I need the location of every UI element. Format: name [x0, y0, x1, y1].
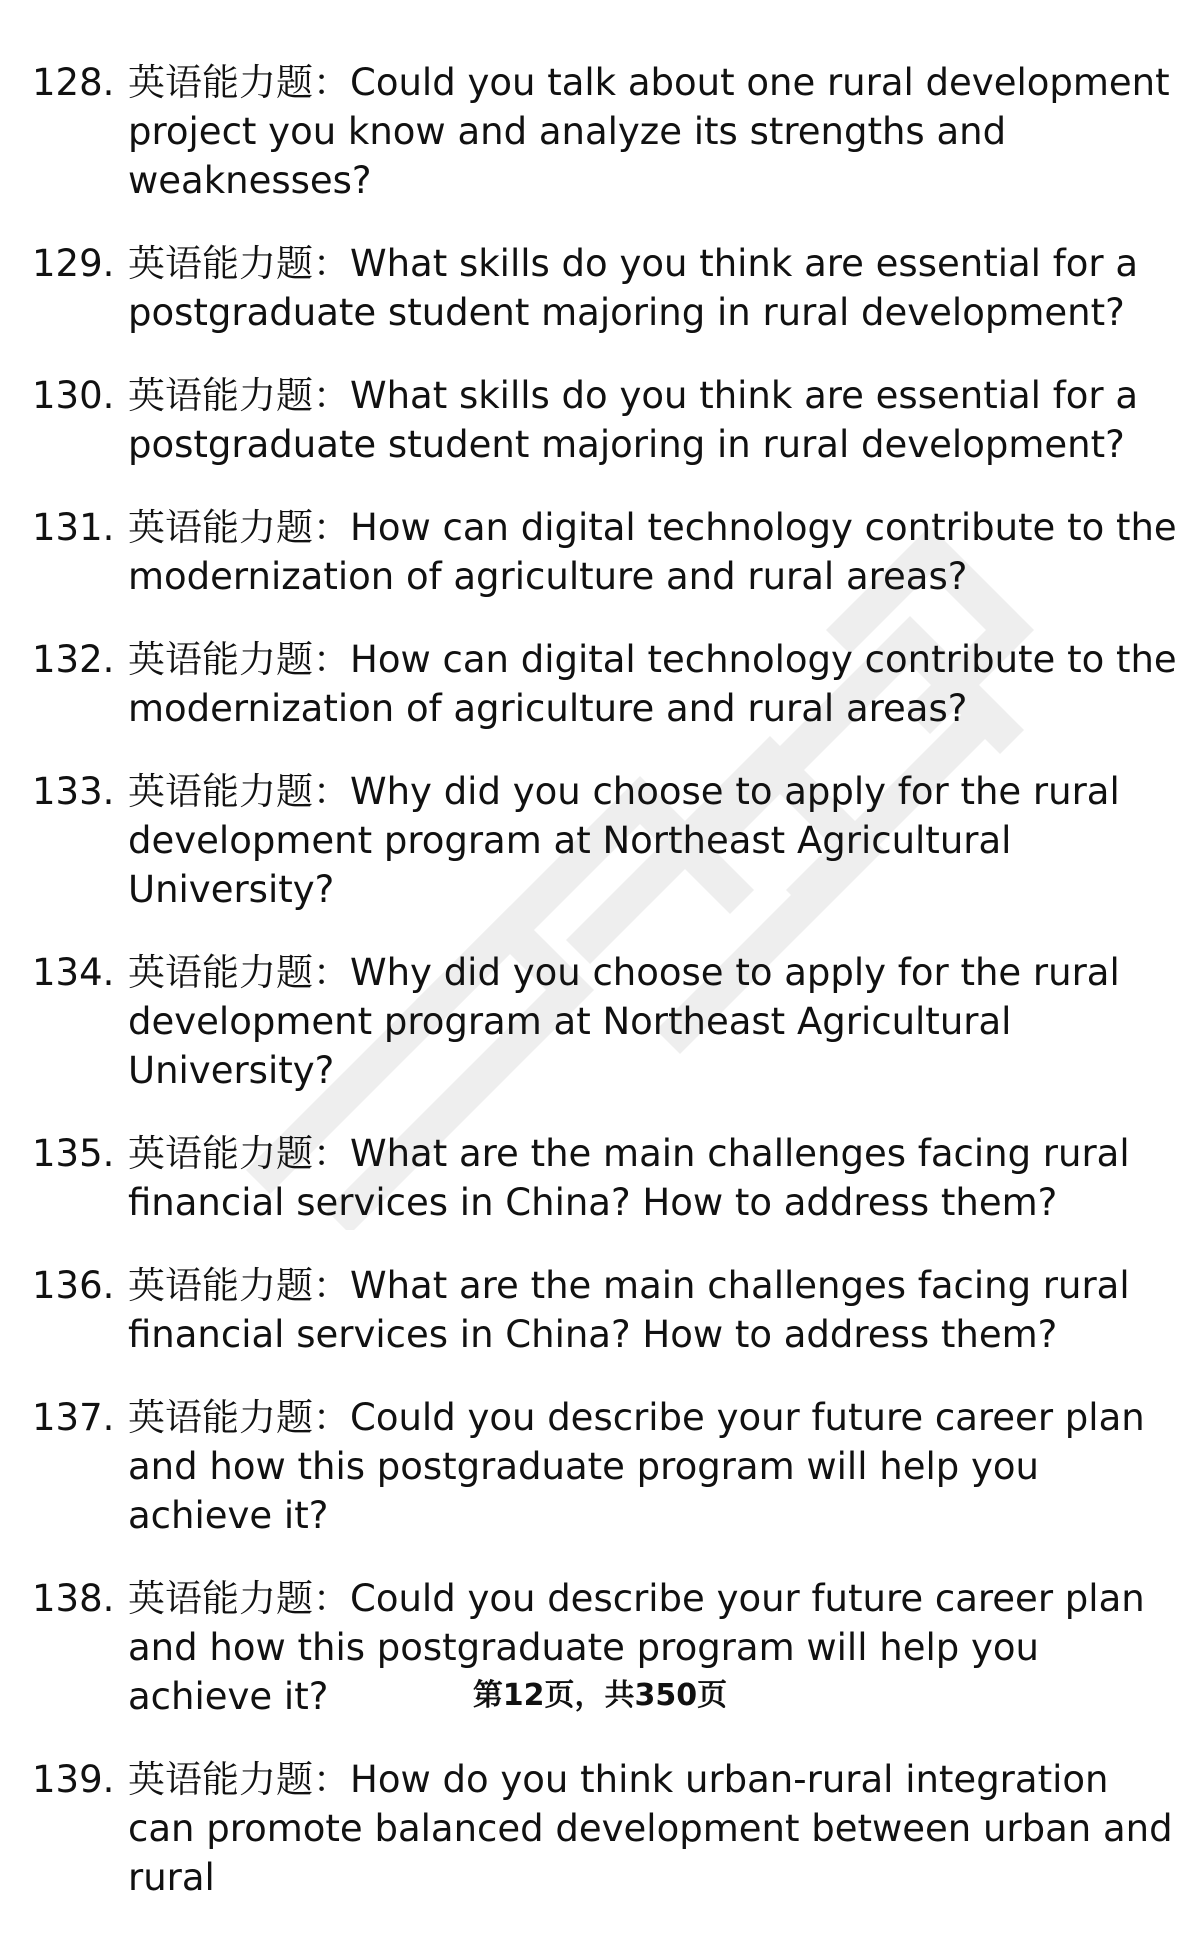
question-text: How can digital technology contribute to the modernization of agriculture and rural areas? [128, 638, 1177, 730]
question-number: 135. [32, 1132, 115, 1175]
question-item [0, 767, 1200, 914]
question-text: What are the main challenges facing rural financial services in China? How to address them? [128, 1132, 1130, 1224]
question-number: 138. [32, 1577, 115, 1620]
page-footer: 第12页，共350页 [472, 1678, 728, 1713]
question-text: Could you describe your future career plan and how this postgraduate program will help you achieve it? [128, 1577, 1145, 1718]
question-item [0, 635, 1200, 733]
question-number: 131. [32, 506, 115, 549]
question-text: How do you think urban-rural integration can promote balanced development between urban and rural [128, 1758, 1173, 1899]
question-category: 英语能力题： [128, 951, 350, 994]
question-text: What skills do you think are essential for a postgraduate student majoring in rural development? [128, 242, 1139, 334]
question-category: 英语能力题： [128, 374, 350, 417]
question-category: 英语能力题： [128, 1132, 350, 1175]
question-item [0, 58, 1200, 205]
question-number: 136. [32, 1264, 115, 1307]
question-text: Why did you choose to apply for the rural development program at Northeast Agricultural University? [128, 951, 1120, 1092]
question-category: 英语能力题： [128, 1758, 350, 1801]
question-category: 英语能力题： [128, 1577, 350, 1620]
question-text: Could you describe your future career plan and how this postgraduate program will help you achieve it? [128, 1396, 1145, 1537]
question-text: How can digital technology contribute to the modernization of agriculture and rural areas? [128, 506, 1177, 598]
question-category: 英语能力题： [128, 61, 350, 104]
question-category: 英语能力题： [128, 638, 350, 681]
question-number: 130. [32, 374, 115, 417]
question-text: What are the main challenges facing rural financial services in China? How to address them? [128, 1264, 1130, 1356]
question-item [0, 239, 1200, 337]
question-list [0, 58, 1200, 1936]
question-item [0, 1129, 1200, 1227]
question-item [0, 371, 1200, 469]
question-number: 129. [32, 242, 115, 285]
question-text: Could you talk about one rural development project you know and analyze its strengths and weaknesses? [128, 61, 1170, 202]
question-number: 132. [32, 638, 115, 681]
question-item [0, 1755, 1200, 1902]
question-number: 128. [32, 61, 115, 104]
question-text: What skills do you think are essential for a postgraduate student majoring in rural development? [128, 374, 1139, 466]
question-item [0, 1393, 1200, 1540]
question-category: 英语能力题： [128, 242, 350, 285]
question-text: Why did you choose to apply for the rural development program at Northeast Agricultural University? [128, 770, 1120, 911]
question-number: 134. [32, 951, 115, 994]
question-number: 139. [32, 1758, 115, 1801]
question-category: 英语能力题： [128, 770, 350, 813]
question-category: 英语能力题： [128, 1396, 350, 1439]
question-category: 英语能力题： [128, 506, 350, 549]
question-category: 英语能力题： [128, 1264, 350, 1307]
question-number: 133. [32, 770, 115, 813]
question-item [0, 503, 1200, 601]
question-item [0, 1261, 1200, 1359]
question-number: 137. [32, 1396, 115, 1439]
question-item [0, 948, 1200, 1095]
